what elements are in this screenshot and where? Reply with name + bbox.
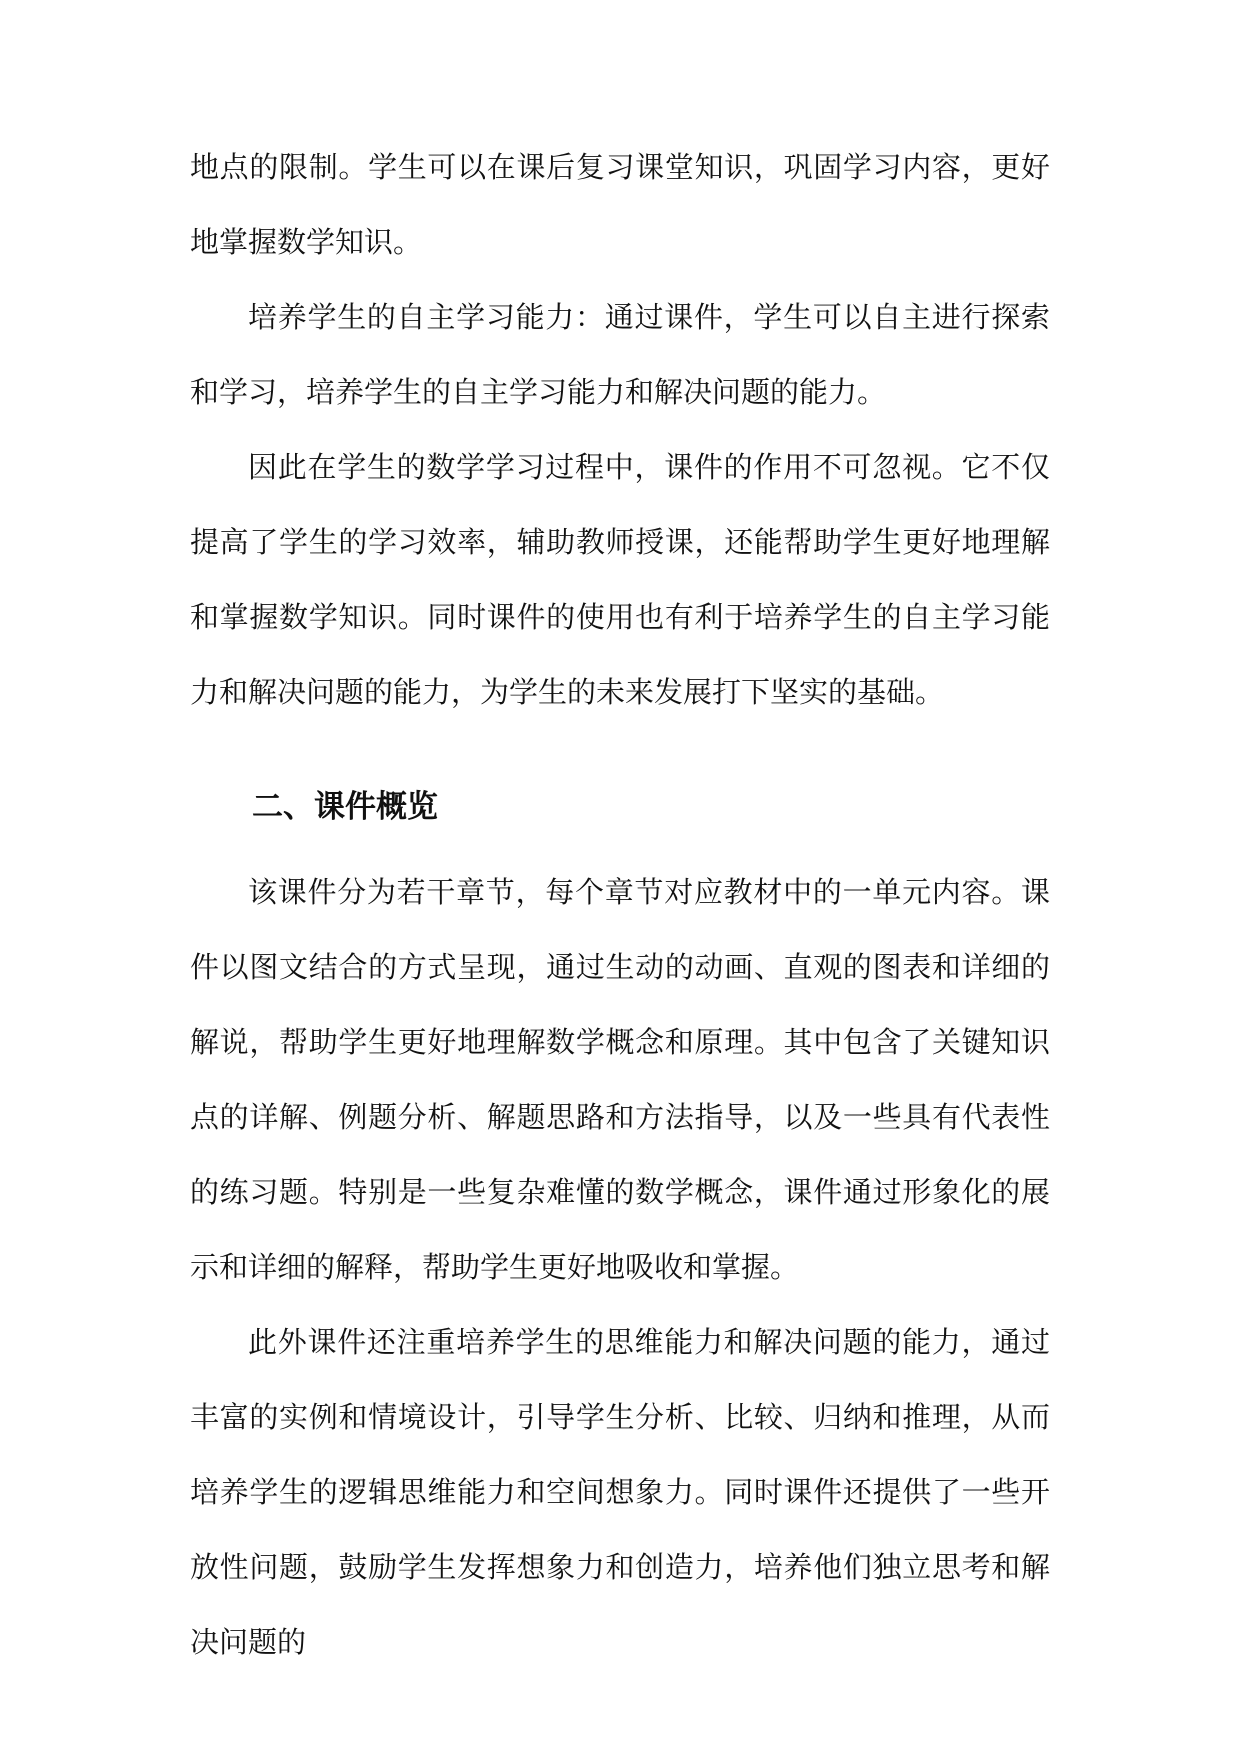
- paragraph-thinking-skills: 此外课件还注重培养学生的思维能力和解决问题的能力，通过丰富的实例和情境设计，引导学生分析、比较、归纳和推理，从而培养学生的逻辑思维能力和空间想象力。同时课件还提供了一些开放性问题，鼓励学生发挥想象力和创造力，培养他们独立思考和解决问题的: [190, 1325, 1050, 1659]
- paragraph-overview: 该课件分为若干章节，每个章节对应教材中的一单元内容。课件以图文结合的方式呈现，通过生动的动画、直观的图表和详细的解说，帮助学生更好地理解数学概念和原理。其中包含了关键知识点的详解、例题分析、解题思路和方法指导，以及一些具有代表性的练习题。特别是一些复杂难懂的数学概念，课件通过形象化的展示和详细的解释，帮助学生更好地吸收和掌握。: [190, 875, 1050, 1284]
- paragraph-continuation: 地点的限制。学生可以在课后复习课堂知识，巩固学习内容，更好地掌握数学知识。: [190, 150, 1050, 259]
- paragraph-self-learning: 培养学生的自主学习能力：通过课件，学生可以自主进行探索和学习，培养学生的自主学习能力和解决问题的能力。: [190, 300, 1050, 409]
- section-heading: 二、课件概览: [252, 789, 438, 825]
- document-body: [190, 130, 1050, 1680]
- paragraph-conclusion: 因此在学生的数学学习过程中，课件的作用不可忽视。它不仅提高了学生的学习效率，辅助教师授课，还能帮助学生更好地理解和掌握数学知识。同时课件的使用也有利于培养学生的自主学习能力和解决问题的能力，为学生的未来发展打下坚实的基础。: [190, 450, 1050, 709]
